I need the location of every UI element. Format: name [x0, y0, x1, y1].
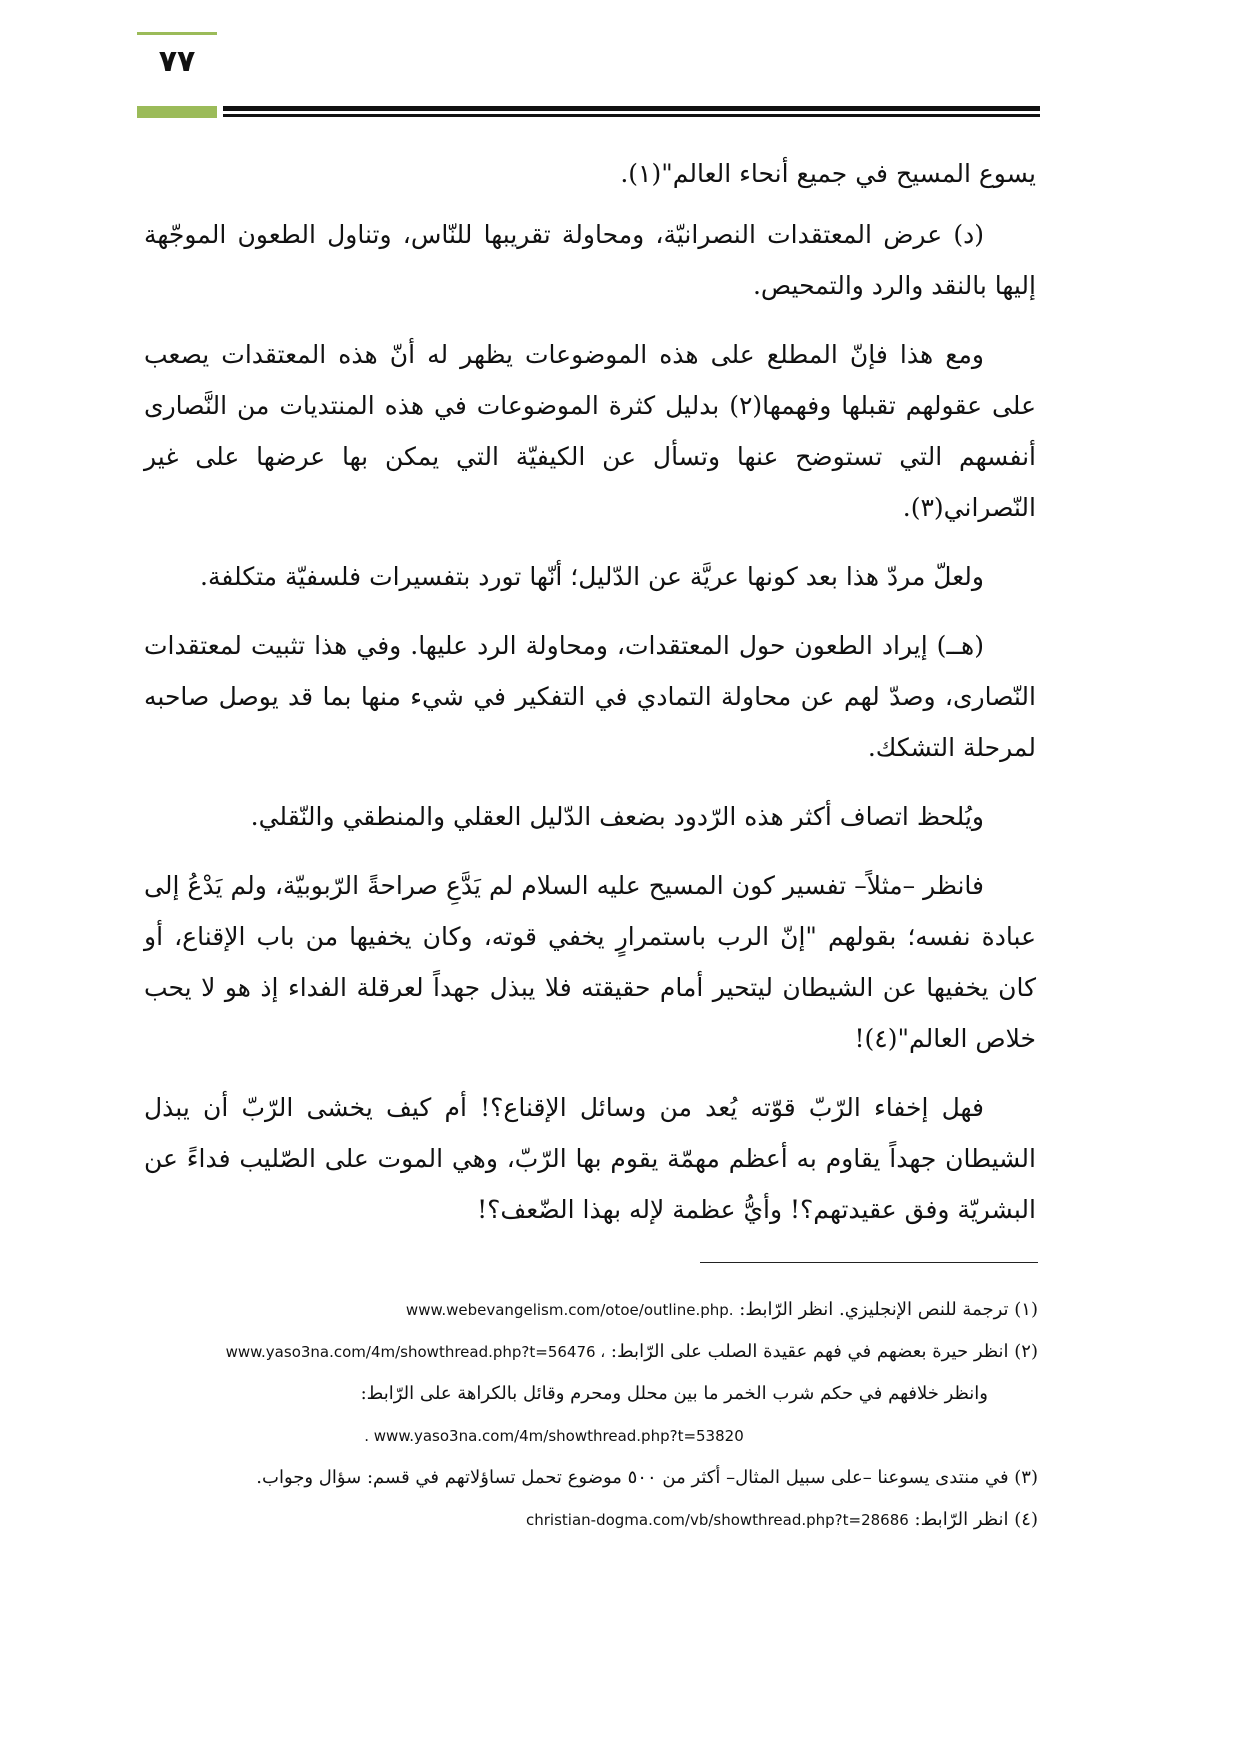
- paragraph-observation: ويُلحظ اتصاف أكثر هذه الرّدود بضعف الدّليل العقلي والمنطقي والنّقلي.: [250, 802, 984, 831]
- header-rule-thin: [223, 114, 1040, 117]
- paragraph-comment: ومع هذا فإنّ المطلع على هذه الموضوعات يظهر له أنّ هذه المعتقدات يصعب على عقولهم تقبلها وفهمها(٢) بدليل كثرة الموضوعات في هذه المنتديات من النَّصارى أنفسهم التي تستوضح عنها وتسأل عن الكيفيّة التي يمكن بها عرضها على غير النّصراني(٣).: [144, 340, 1036, 522]
- paragraph-reason: ولعلّ مردّ هذا بعد كونها عريَّة عن الدّليل؛ أنّها تورد بتفسيرات فلسفيّة متكلفة.: [200, 562, 984, 591]
- footnote-2-link-2[interactable]: . www.yaso3na.com/4m/showthread.php?t=53820: [364, 1427, 744, 1445]
- footnotes: [150, 1292, 1038, 1544]
- footnote-separator: [700, 1262, 1038, 1263]
- paragraph-item-d: (د) عرض المعتقدات النصرانيّة، ومحاولة تقريبها للنّاس، وتناول الطعون الموجّهة إليها بالنقد والرد والتمحيص.: [144, 220, 1036, 300]
- paragraph-continuation: يسوع المسيح في جميع أنحاء العالم"(١).: [620, 159, 1036, 188]
- paragraph-question: فهل إخفاء الرّبّ قوّته يُعد من وسائل الإقناع؟! أم كيف يخشى الرّبّ أن يبذل الشيطان جهداً يقاوم به أعظم مهمّة يقوم بها الرّبّ، وهي الموت على الصّليب فداءً عن البشريّة وفق عقيدتهم؟! وأيُّ عظمة لإله بهذا الضّعف؟!: [144, 1093, 1036, 1224]
- footnote-3: (٣) في منتدى يسوعنا –على سبيل المثال– أكثر من ٥٠٠ موضوع تحمل تساؤلاتهم في قسم: سؤال وجواب.: [256, 1467, 1038, 1488]
- footnote-2-text: (٢) انظر حيرة بعضهم في فهم عقيدة الصلب على الرّابط:: [610, 1341, 1038, 1362]
- footnote-1: [150, 1292, 1038, 1328]
- body-text: [144, 148, 1036, 1253]
- footnote-2: [150, 1334, 1038, 1370]
- paragraph-example: فانظر –مثلاً– تفسير كون المسيح عليه السلام لم يَدَّعِ صراحةً الرّبوبيّة، ولم يَدْعُ إلى عبادة نفسه؛ بقولهم "إنّ الرب باستمرارٍ يخفي قوته، وكان يخفيها من باب الإقناع، أو كان يخفيها عن الشيطان ليتحير أمام حقيقته فلا يبذل جهداً لعرقلة الفداء إذ هو لا يحب خلاص العالم"(٤)!: [144, 871, 1036, 1053]
- footnote-4-text: (٤) انظر الرّابط:: [914, 1509, 1038, 1530]
- header-rule-thick: [223, 106, 1040, 111]
- footnote-2-link[interactable]: www.yaso3na.com/4m/showthread.php?t=56476 ،: [225, 1343, 606, 1361]
- paragraph-item-h: (هــ) إيراد الطعون حول المعتقدات، ومحاولة الرد عليها. وفي هذا تثبيت لمعتقدات النّصارى، وصدّ لهم عن محاولة التمادي في التفكير في شيء منها بما قد يوصل صاحبه لمرحلة التشكك.: [144, 631, 1036, 762]
- header-green-bar-bottom: [137, 106, 217, 118]
- footnote-2-link-2-line: [150, 1418, 958, 1454]
- footnote-2-continuation: وانظر خلافهم في حكم شرب الخمر ما بين محلل ومحرم وقائل بالكراهة على الرّابط:: [360, 1383, 988, 1404]
- footnote-4-link[interactable]: christian-dogma.com/vb/showthread.php?t=28686: [526, 1511, 909, 1529]
- footnote-1-link[interactable]: www.webevangelism.com/otoe/outline.php.: [405, 1301, 734, 1319]
- footnote-4: [150, 1502, 1038, 1538]
- footnote-1-text: (١) ترجمة للنص الإنجليزي. انظر الرّابط:: [739, 1299, 1038, 1320]
- page-number: ٧٧: [158, 44, 196, 79]
- header-green-bar-top: [137, 32, 217, 35]
